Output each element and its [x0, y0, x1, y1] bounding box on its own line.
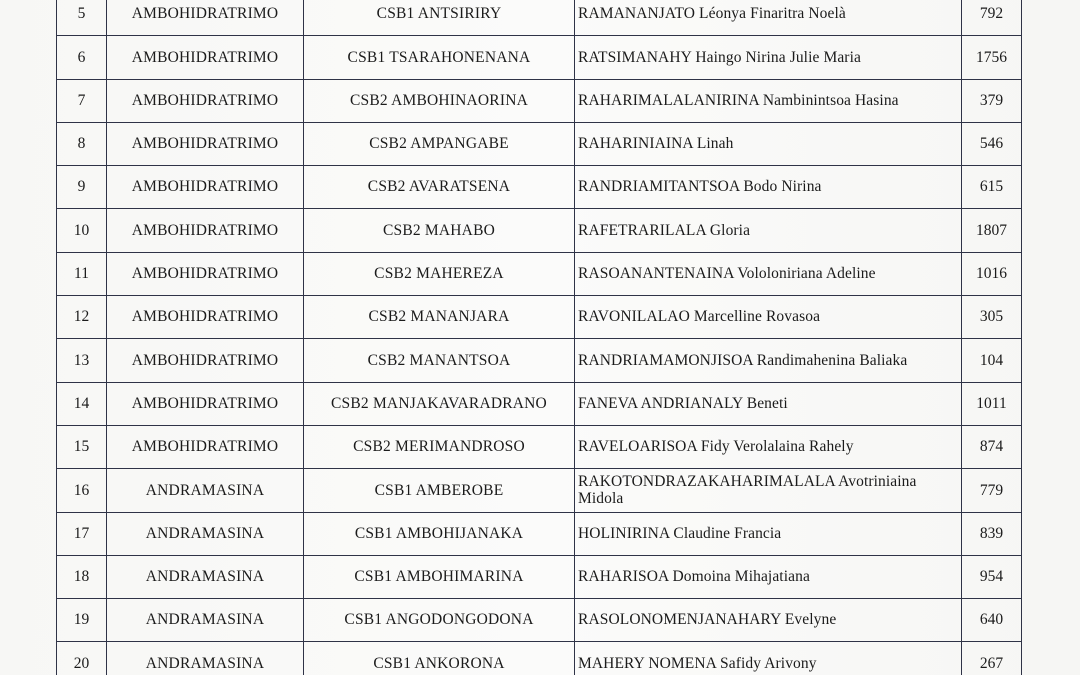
csb-cell: CSB1 ANKORONA	[304, 642, 575, 675]
count-cell: 839	[962, 512, 1022, 555]
row-number: 11	[57, 252, 107, 295]
row-number: 19	[57, 599, 107, 642]
table-row	[57, 339, 1022, 382]
row-number: 7	[57, 79, 107, 122]
row-number: 9	[57, 166, 107, 209]
csb-cell: CSB2 AMPANGABE	[304, 122, 575, 165]
district-cell: AMBOHIDRATRIMO	[107, 79, 304, 122]
csb-cell: CSB1 ANTSIRIRY	[304, 0, 575, 36]
csb-cell: CSB1 AMBEROBE	[304, 469, 575, 512]
count-cell: 1807	[962, 209, 1022, 252]
csb-cell: CSB2 MAHABO	[304, 209, 575, 252]
table-row	[57, 209, 1022, 252]
table-row	[57, 642, 1022, 675]
table-row	[57, 382, 1022, 425]
person-name-cell: RAHARIMALALANIRINA Nambinintsoa Hasina	[575, 79, 962, 122]
district-cell: AMBOHIDRATRIMO	[107, 209, 304, 252]
row-number: 6	[57, 36, 107, 79]
person-name-cell: RAHARISOA Domoina Mihajatiana	[575, 555, 962, 598]
district-cell: AMBOHIDRATRIMO	[107, 122, 304, 165]
row-number: 5	[57, 0, 107, 36]
csb-cell: CSB2 AMBOHINAORINA	[304, 79, 575, 122]
count-cell: 792	[962, 0, 1022, 36]
person-name-cell: RAFETRARILALA Gloria	[575, 209, 962, 252]
district-cell: AMBOHIDRATRIMO	[107, 36, 304, 79]
person-name-cell: RANDRIAMAMONJISOA Randimahenina Baliaka	[575, 339, 962, 382]
row-number: 12	[57, 296, 107, 339]
district-cell: AMBOHIDRATRIMO	[107, 166, 304, 209]
count-cell: 1756	[962, 36, 1022, 79]
row-number: 10	[57, 209, 107, 252]
district-cell: AMBOHIDRATRIMO	[107, 339, 304, 382]
csb-cell: CSB2 MANJAKAVARADRANO	[304, 382, 575, 425]
csb-cell: CSB1 AMBOHIJANAKA	[304, 512, 575, 555]
district-cell: AMBOHIDRATRIMO	[107, 0, 304, 36]
table-row	[57, 425, 1022, 468]
row-number: 18	[57, 555, 107, 598]
count-cell: 379	[962, 79, 1022, 122]
person-name-cell: MAHERY NOMENA Safidy Arivony	[575, 642, 962, 675]
person-name-cell: HOLINIRINA Claudine Francia	[575, 512, 962, 555]
table-row	[57, 512, 1022, 555]
table-row	[57, 555, 1022, 598]
person-name-cell: FANEVA ANDRIANALY Beneti	[575, 382, 962, 425]
table-row	[57, 296, 1022, 339]
count-cell: 546	[962, 122, 1022, 165]
district-cell: ANDRAMASINA	[107, 469, 304, 512]
count-cell: 954	[962, 555, 1022, 598]
table-row	[57, 122, 1022, 165]
district-cell: AMBOHIDRATRIMO	[107, 382, 304, 425]
person-name-cell: RAHARINIAINA Linah	[575, 122, 962, 165]
csb-cell: CSB1 AMBOHIMARINA	[304, 555, 575, 598]
count-cell: 104	[962, 339, 1022, 382]
csb-cell: CSB2 MANANJARA	[304, 296, 575, 339]
row-number: 14	[57, 382, 107, 425]
count-cell: 1011	[962, 382, 1022, 425]
person-name-cell: RAVONILALAO Marcelline Rovasoa	[575, 296, 962, 339]
table-row	[57, 599, 1022, 642]
district-cell: ANDRAMASINA	[107, 642, 304, 675]
table-row	[57, 0, 1022, 36]
district-cell: ANDRAMASINA	[107, 512, 304, 555]
person-name-cell: RANDRIAMITANTSOA Bodo Nirina	[575, 166, 962, 209]
person-name-cell: RAVELOARISOA Fidy Verolalaina Rahely	[575, 425, 962, 468]
table-row	[57, 469, 1022, 512]
person-name-cell: RAMANANJATO Léonya Finaritra Noelà	[575, 0, 962, 36]
csb-cell: CSB2 MANANTSOA	[304, 339, 575, 382]
csb-cell: CSB2 MERIMANDROSO	[304, 425, 575, 468]
table-row	[57, 36, 1022, 79]
district-cell: AMBOHIDRATRIMO	[107, 425, 304, 468]
count-cell: 267	[962, 642, 1022, 675]
count-cell: 305	[962, 296, 1022, 339]
count-cell: 1016	[962, 252, 1022, 295]
count-cell: 615	[962, 166, 1022, 209]
count-cell: 779	[962, 469, 1022, 512]
table-body	[57, 0, 1022, 675]
table-row	[57, 252, 1022, 295]
person-name-cell: RASOANANTENAINA Vololoniriana Adeline	[575, 252, 962, 295]
count-cell: 874	[962, 425, 1022, 468]
csb-cell: CSB1 ANGODONGODONA	[304, 599, 575, 642]
table-row	[57, 79, 1022, 122]
table-row	[57, 166, 1022, 209]
row-number: 16	[57, 469, 107, 512]
district-cell: ANDRAMASINA	[107, 555, 304, 598]
csb-cell: CSB2 MAHEREZA	[304, 252, 575, 295]
row-number: 13	[57, 339, 107, 382]
person-name-cell: RATSIMANAHY Haingo Nirina Julie Maria	[575, 36, 962, 79]
csb-cell: CSB1 TSARAHONENANA	[304, 36, 575, 79]
district-cell: AMBOHIDRATRIMO	[107, 296, 304, 339]
csb-cell: CSB2 AVARATSENA	[304, 166, 575, 209]
district-cell: ANDRAMASINA	[107, 599, 304, 642]
row-number: 17	[57, 512, 107, 555]
row-number: 20	[57, 642, 107, 675]
count-cell: 640	[962, 599, 1022, 642]
district-cell: AMBOHIDRATRIMO	[107, 252, 304, 295]
row-number: 15	[57, 425, 107, 468]
csb-staff-table	[56, 0, 1022, 675]
person-name-cell: RAKOTONDRAZAKAHARIMALALA Avotriniaina Midola	[575, 469, 962, 512]
row-number: 8	[57, 122, 107, 165]
person-name-cell: RASOLONOMENJANAHARY Evelyne	[575, 599, 962, 642]
